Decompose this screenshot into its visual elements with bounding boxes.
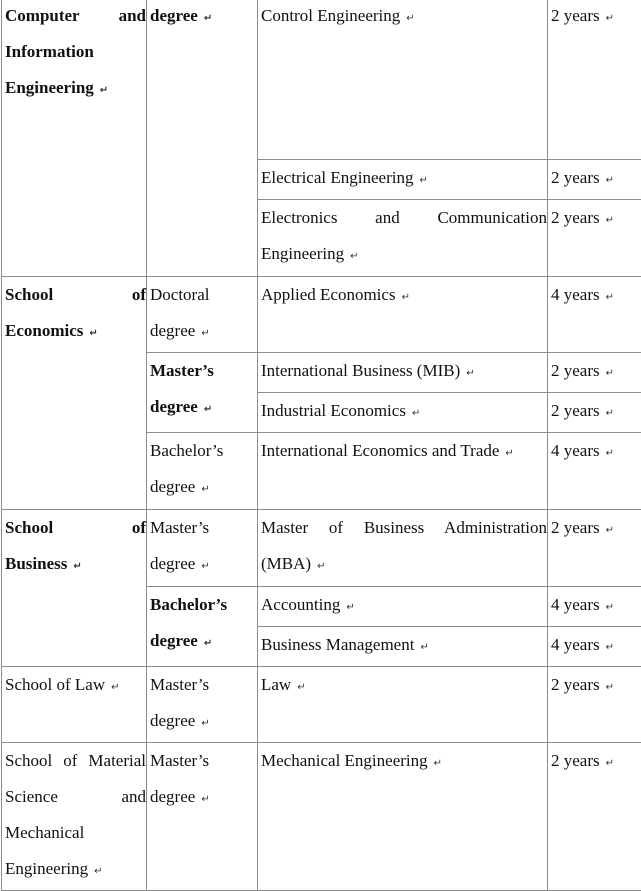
- duration-value: 4 years: [551, 285, 600, 304]
- degree-cell: [147, 352, 258, 432]
- duration-cell: [548, 742, 641, 890]
- major-name: Master of Business Administration (MBA): [261, 518, 547, 573]
- school-cell: [2, 666, 147, 742]
- paragraph-mark-icon: ↵: [434, 758, 442, 769]
- paragraph-mark-icon: ↵: [201, 328, 209, 339]
- major-name: Accounting: [261, 595, 340, 614]
- paragraph-mark-icon: ↵: [606, 408, 614, 419]
- major-name: International Business (MIB): [261, 361, 460, 380]
- major-name: International Economics and Trade: [261, 441, 499, 460]
- duration-value: 2 years: [551, 518, 600, 537]
- degree-name: Master’s degree: [150, 518, 209, 573]
- degree-cell: [147, 509, 258, 586]
- paragraph-mark-icon: ↵: [201, 561, 209, 572]
- duration-cell: [548, 586, 641, 626]
- duration-cell: [548, 392, 641, 432]
- paragraph-mark-icon: ↵: [419, 175, 427, 186]
- major-cell: [258, 432, 548, 509]
- paragraph-mark-icon: ↵: [466, 368, 474, 379]
- major-cell: [258, 392, 548, 432]
- school-name: Computer and Information Engineering: [5, 6, 146, 97]
- duration-cell: [548, 352, 641, 392]
- major-cell: [258, 742, 548, 890]
- duration-value: 2 years: [551, 6, 600, 25]
- paragraph-mark-icon: ↵: [606, 602, 614, 613]
- major-cell: [258, 276, 548, 352]
- paragraph-mark-icon: ↵: [606, 758, 614, 769]
- paragraph-mark-icon: ↵: [606, 215, 614, 226]
- degree-name: Master’s degree: [150, 675, 209, 730]
- paragraph-mark-icon: ↵: [201, 718, 209, 729]
- paragraph-mark-icon: ↵: [204, 13, 212, 24]
- paragraph-mark-icon: ↵: [606, 642, 614, 653]
- paragraph-mark-icon: ↵: [402, 292, 410, 303]
- table-row: [2, 666, 641, 742]
- duration-cell: [548, 199, 641, 276]
- duration-value: 4 years: [551, 441, 600, 460]
- paragraph-mark-icon: ↵: [317, 561, 325, 572]
- duration-cell: [548, 509, 641, 586]
- school-cell: [2, 742, 147, 890]
- paragraph-mark-icon: ↵: [606, 448, 614, 459]
- school-cell: [2, 0, 147, 276]
- major-cell: [258, 626, 548, 666]
- paragraph-mark-icon: ↵: [406, 13, 414, 24]
- paragraph-mark-icon: ↵: [420, 642, 428, 653]
- major-name: Applied Economics: [261, 285, 396, 304]
- degree-cell: [147, 586, 258, 666]
- paragraph-mark-icon: ↵: [606, 13, 614, 24]
- duration-value: 2 years: [551, 751, 600, 770]
- degree-name: Bachelor’s degree: [150, 595, 227, 650]
- major-name: Electrical Engineering: [261, 168, 413, 187]
- school-name: School of Business: [5, 518, 146, 573]
- paragraph-mark-icon: ↵: [606, 682, 614, 693]
- major-name: Industrial Economics: [261, 401, 406, 420]
- major-name: Mechanical Engineering: [261, 751, 428, 770]
- duration-cell: [548, 432, 641, 509]
- degree-name: Bachelor’s degree: [150, 441, 223, 496]
- major-cell: [258, 0, 548, 159]
- table-row: [2, 0, 641, 159]
- paragraph-mark-icon: ↵: [204, 404, 212, 415]
- school-name: School of Law: [5, 675, 105, 694]
- major-name: Law: [261, 675, 291, 694]
- major-cell: [258, 199, 548, 276]
- paragraph-mark-icon: ↵: [412, 408, 420, 419]
- degree-cell: [147, 276, 258, 352]
- major-cell: [258, 352, 548, 392]
- duration-value: 4 years: [551, 595, 600, 614]
- degree-name: degree: [150, 6, 198, 25]
- duration-value: 2 years: [551, 168, 600, 187]
- paragraph-mark-icon: ↵: [94, 866, 102, 877]
- major-name: Control Engineering: [261, 6, 400, 25]
- table-row: [2, 742, 641, 890]
- duration-cell: [548, 0, 641, 159]
- duration-value: 4 years: [551, 635, 600, 654]
- duration-value: 2 years: [551, 401, 600, 420]
- paragraph-mark-icon: ↵: [204, 638, 212, 649]
- major-cell: [258, 509, 548, 586]
- degree-cell: [147, 432, 258, 509]
- paragraph-mark-icon: ↵: [73, 561, 81, 572]
- school-cell: [2, 276, 147, 509]
- paragraph-mark-icon: ↵: [201, 794, 209, 805]
- duration-value: 2 years: [551, 361, 600, 380]
- major-cell: [258, 586, 548, 626]
- degree-cell: [147, 742, 258, 890]
- duration-value: 2 years: [551, 675, 600, 694]
- paragraph-mark-icon: ↵: [346, 602, 354, 613]
- degree-name: Master’s degree: [150, 361, 214, 416]
- degree-cell: [147, 666, 258, 742]
- major-cell: [258, 159, 548, 199]
- paragraph-mark-icon: ↵: [606, 175, 614, 186]
- degree-name: Doctoral degree: [150, 285, 209, 340]
- paragraph-mark-icon: ↵: [350, 251, 358, 262]
- major-cell: [258, 666, 548, 742]
- paragraph-mark-icon: ↵: [297, 682, 305, 693]
- school-cell: [2, 509, 147, 666]
- duration-cell: [548, 159, 641, 199]
- paragraph-mark-icon: ↵: [89, 328, 97, 339]
- paragraph-mark-icon: ↵: [111, 682, 119, 693]
- duration-cell: [548, 276, 641, 352]
- school-name: School of Economics: [5, 285, 146, 340]
- duration-value: 2 years: [551, 208, 600, 227]
- paragraph-mark-icon: ↵: [606, 525, 614, 536]
- paragraph-mark-icon: ↵: [606, 292, 614, 303]
- paragraph-mark-icon: ↵: [201, 484, 209, 495]
- programs-table: [1, 0, 641, 891]
- school-name: School of Material Science and Mechanical Engineering: [5, 751, 146, 878]
- duration-cell: [548, 666, 641, 742]
- paragraph-mark-icon: ↵: [100, 85, 108, 96]
- duration-cell: [548, 626, 641, 666]
- paragraph-mark-icon: ↵: [606, 368, 614, 379]
- degree-name: Master’s degree: [150, 751, 209, 806]
- degree-cell: [147, 0, 258, 276]
- paragraph-mark-icon: ↵: [505, 448, 513, 459]
- table-row: [2, 509, 641, 586]
- major-name: Electronics and Communication Engineering: [261, 208, 547, 263]
- table-row: [2, 276, 641, 352]
- major-name: Business Management: [261, 635, 414, 654]
